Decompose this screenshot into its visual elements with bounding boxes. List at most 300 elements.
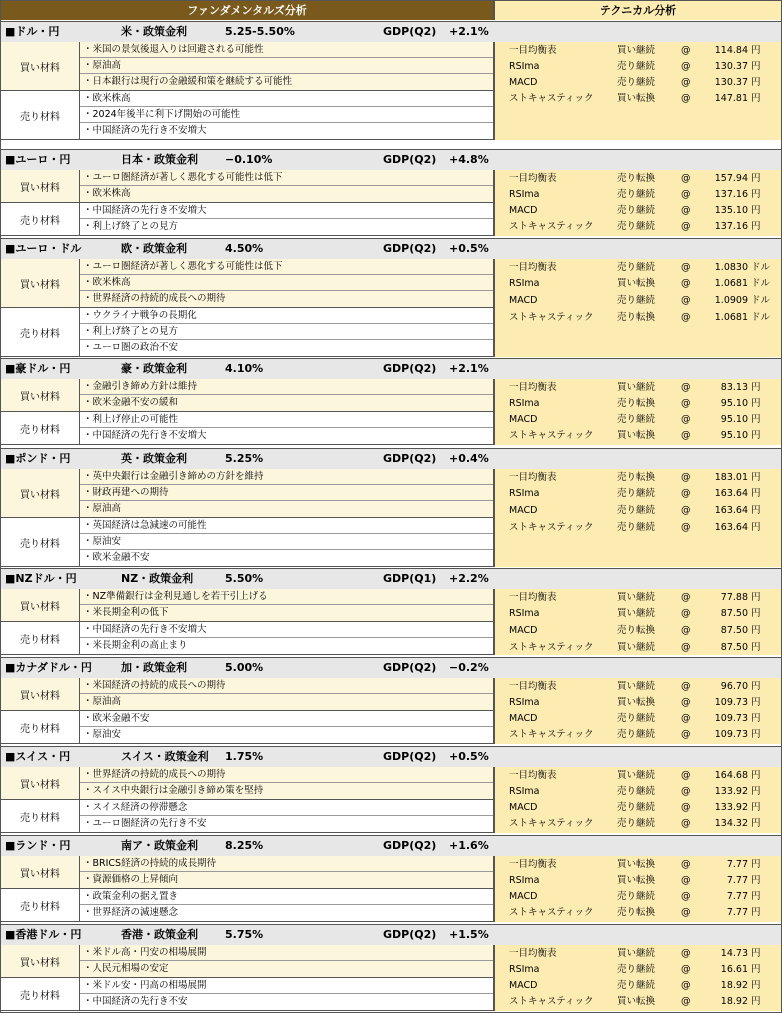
indicator-name: RSIma: [509, 608, 540, 619]
technical-section: [495, 678, 781, 744]
policy-rate-label: 米・政策金利: [121, 25, 187, 38]
buy-factors-label: 買い材料: [1, 259, 80, 307]
rate-unit: 円: [751, 430, 761, 441]
at-mark: @: [681, 398, 691, 409]
policy-rate-label: 欧・政策金利: [121, 242, 187, 255]
sell-factor-item: ・米ドル安・円高の相場展開: [80, 978, 493, 994]
block-body: [1, 856, 781, 922]
rate-unit: 円: [751, 221, 761, 232]
buy-factors-label: 買い材料: [1, 589, 80, 621]
rate-value: 77.88: [720, 592, 748, 603]
rate-unit: 円: [751, 729, 761, 740]
sell-factors-group: [1, 889, 493, 922]
currency-block: [1, 924, 781, 1011]
gdp-value: +4.8%: [449, 153, 489, 166]
rate-value: 130.37: [714, 77, 748, 88]
signal-label: 売り継続: [617, 786, 656, 797]
currency-pair-label: ■ユーロ・ドル: [5, 242, 82, 255]
rate-unit: 円: [751, 173, 761, 184]
signal-label: 売り継続: [617, 221, 656, 232]
buy-factors-label: 買い材料: [1, 767, 80, 799]
sell-factors-label: 売り材料: [1, 889, 80, 921]
signal-label: 売り継続: [617, 205, 656, 216]
technical-row: [495, 800, 781, 816]
indicator-name: MACD: [509, 802, 538, 813]
policy-rate-value: 5.50%: [225, 572, 264, 585]
indicator-name: MACD: [509, 414, 538, 425]
indicator-name: RSIma: [509, 875, 540, 886]
at-mark: @: [681, 472, 691, 483]
sell-factor-item: ・ユーロ圏の政治不安: [80, 340, 493, 356]
buy-factor-item: ・原油高: [80, 58, 493, 74]
signal-label: 売り継続: [617, 505, 656, 516]
rate-value: 1.0681: [714, 312, 748, 323]
signal-label: 売り継続: [617, 295, 656, 306]
at-mark: @: [681, 948, 691, 959]
sell-factor-item: ・ウクライナ戦争の長期化: [80, 308, 493, 324]
buy-factor-item: ・欧米株高: [80, 275, 493, 291]
currency-pair-label: ■スイス・円: [5, 750, 71, 763]
policy-rate-label: スイス・政策金利: [121, 750, 209, 763]
technical-row: [495, 606, 781, 622]
block-body: [1, 945, 781, 1011]
currency-pair-label: ■香港ドル・円: [5, 928, 82, 941]
signal-label: 買い転換: [617, 93, 656, 104]
block-title-row: [1, 835, 781, 857]
at-mark: @: [681, 729, 691, 740]
sell-factor-item: ・中国経済の先行き不安増大: [80, 622, 493, 638]
rate-value: 183.01: [714, 472, 748, 483]
gdp-value: +2.2%: [449, 572, 489, 585]
buy-factor-item: ・原油高: [80, 694, 493, 710]
block-title-row: [1, 358, 781, 380]
buy-factors-group: [1, 856, 493, 889]
signal-label: 売り継続: [617, 189, 656, 200]
policy-rate-label: NZ・政策金利: [121, 572, 194, 585]
rate-unit: 円: [751, 592, 761, 603]
indicator-name: RSIma: [509, 786, 540, 797]
rate-value: 137.16: [714, 189, 748, 200]
technical-section: [495, 767, 781, 833]
technical-row: [495, 711, 781, 727]
at-mark: @: [681, 697, 691, 708]
technical-row: [495, 203, 781, 219]
technical-row: [495, 187, 781, 203]
block-title-row: [1, 238, 781, 260]
buy-factor-item: ・スイス中央銀行は金融引き締め策を堅持: [80, 783, 493, 799]
rate-value: 109.73: [714, 729, 748, 740]
technical-row: [495, 503, 781, 519]
indicator-name: ストキャスティック: [509, 907, 594, 918]
gdp-period-label: GDP(Q2): [383, 661, 437, 674]
technical-row: [495, 816, 781, 832]
rate-value: 96.70: [720, 681, 748, 692]
gdp-period-label: GDP(Q2): [383, 362, 437, 375]
block-body: [1, 259, 781, 357]
rate-value: 7.77: [726, 859, 748, 870]
rate-value: 157.94: [714, 173, 748, 184]
block-body: [1, 767, 781, 833]
rate-unit: 円: [751, 907, 761, 918]
sell-factors-label: 売り材料: [1, 412, 80, 444]
rate-value: 95.10: [720, 414, 748, 425]
buy-factor-item: ・世界経済の持続的成長への期待: [80, 291, 493, 307]
gdp-value: +0.5%: [449, 750, 489, 763]
signal-label: 売り転換: [617, 312, 656, 323]
signal-label: 売り継続: [617, 729, 656, 740]
at-mark: @: [681, 278, 691, 289]
indicator-name: ストキャスティック: [509, 430, 594, 441]
sell-factor-item: ・中国経済の先行き不安増大: [80, 428, 493, 444]
gdp-value: +1.6%: [449, 839, 489, 852]
fundamentals-section: [1, 379, 495, 445]
indicator-name: 一目均衡表: [509, 770, 557, 781]
rate-value: 163.64: [714, 488, 748, 499]
rate-unit: 円: [751, 770, 761, 781]
buy-factors-label: 買い材料: [1, 379, 80, 411]
rate-value: 95.10: [720, 430, 748, 441]
technical-row: [495, 590, 781, 606]
buy-factors-label: 買い材料: [1, 678, 80, 710]
rate-value: 163.64: [714, 505, 748, 516]
rate-value: 134.32: [714, 818, 748, 829]
technical-row: [495, 640, 781, 656]
currency-pair-label: ■ランド・円: [5, 839, 71, 852]
buy-factors-group: [1, 259, 493, 308]
rate-value: 83.13: [720, 382, 748, 393]
block-body: [1, 469, 781, 567]
indicator-name: ストキャスティック: [509, 522, 594, 533]
signal-label: 買い転換: [617, 996, 656, 1007]
technical-row: [495, 873, 781, 889]
signal-label: 売り継続: [617, 818, 656, 829]
technical-section: [495, 469, 781, 567]
sell-factors-label: 売り材料: [1, 518, 80, 566]
currency-pair-label: ■ユーロ・円: [5, 153, 71, 166]
indicator-name: 一目均衡表: [509, 859, 557, 870]
gdp-value: +0.5%: [449, 242, 489, 255]
at-mark: @: [681, 875, 691, 886]
at-mark: @: [681, 907, 691, 918]
block-title-row: [1, 149, 781, 171]
currency-pair-label: ■豪ドル・円: [5, 362, 71, 375]
currency-block: [1, 149, 781, 236]
policy-rate-label: 日本・政策金利: [121, 153, 198, 166]
sell-factor-item: ・利上げ終了との見方: [80, 324, 493, 340]
indicator-name: RSIma: [509, 61, 540, 72]
gdp-period-label: GDP(Q2): [383, 25, 437, 38]
fundamentals-section: [1, 678, 495, 744]
rate-value: 147.81: [714, 93, 748, 104]
buy-factor-item: ・世界経済の持続的成長への期待: [80, 767, 493, 783]
rate-unit: 円: [751, 472, 761, 483]
technical-row: [495, 75, 781, 91]
technical-row: [495, 623, 781, 639]
indicator-name: RSIma: [509, 189, 540, 200]
indicator-name: 一目均衡表: [509, 681, 557, 692]
rate-value: 7.77: [726, 891, 748, 902]
rate-value: 16.61: [720, 964, 748, 975]
rate-value: 1.0830: [714, 262, 748, 273]
block-title-row: [1, 746, 781, 768]
rate-value: 87.50: [720, 625, 748, 636]
technical-row: [495, 994, 781, 1010]
at-mark: @: [681, 713, 691, 724]
signal-label: 売り継続: [617, 414, 656, 425]
policy-rate-label: 南ア・政策金利: [121, 839, 198, 852]
rate-value: 1.0909: [714, 295, 748, 306]
policy-rate-value: 5.25-5.50%: [225, 25, 295, 38]
signal-label: 買い継続: [617, 592, 656, 603]
at-mark: @: [681, 818, 691, 829]
signal-label: 売り転換: [617, 907, 656, 918]
technical-row: [495, 470, 781, 486]
fundamentals-section: [1, 170, 495, 236]
rate-unit: 円: [751, 608, 761, 619]
at-mark: @: [681, 414, 691, 425]
sell-factor-item: ・ユーロ圏経済の先行き不安: [80, 816, 493, 832]
at-mark: @: [681, 891, 691, 902]
sell-factors-group: [1, 518, 493, 567]
indicator-name: MACD: [509, 295, 538, 306]
rate-value: 114.84: [714, 45, 748, 56]
rate-unit: 円: [751, 77, 761, 88]
technical-section: [495, 589, 781, 655]
rate-unit: ドル: [751, 278, 771, 289]
sell-factor-item: ・スイス経済の停滞懸念: [80, 800, 493, 816]
technical-row: [495, 889, 781, 905]
technical-row: [495, 905, 781, 921]
indicator-name: 一目均衡表: [509, 382, 557, 393]
policy-rate-label: 英・政策金利: [121, 452, 187, 465]
currency-block: [1, 238, 781, 357]
policy-rate-value: 8.25%: [225, 839, 264, 852]
buy-factor-item: ・日本銀行は現行の金融緩和策を継続する可能性: [80, 74, 493, 90]
rate-unit: 円: [751, 948, 761, 959]
sell-factor-item: ・英国経済は急減速の可能性: [80, 518, 493, 534]
indicator-name: 一目均衡表: [509, 948, 557, 959]
buy-factors-group: [1, 945, 493, 978]
signal-label: 買い継続: [617, 642, 656, 653]
sell-factor-item: ・世界経済の減速懸念: [80, 905, 493, 921]
signal-label: 買い継続: [617, 770, 656, 781]
currency-pair-label: ■ドル・円: [5, 25, 60, 38]
buy-factor-item: ・BRICS経済の持続的成長期待: [80, 856, 493, 872]
currency-block: [1, 746, 781, 833]
policy-rate-value: −0.10%: [225, 153, 273, 166]
rate-unit: 円: [751, 488, 761, 499]
technical-row: [495, 293, 781, 309]
at-mark: @: [681, 505, 691, 516]
sell-factors-label: 売り材料: [1, 308, 80, 356]
rate-value: 109.73: [714, 697, 748, 708]
signal-label: 買い継続: [617, 382, 656, 393]
at-mark: @: [681, 430, 691, 441]
technical-row: [495, 520, 781, 536]
at-mark: @: [681, 964, 691, 975]
indicator-name: ストキャスティック: [509, 729, 594, 740]
rate-value: 1.0681: [714, 278, 748, 289]
technical-row: [495, 276, 781, 292]
technical-row: [495, 380, 781, 396]
signal-label: 買い転換: [617, 430, 656, 441]
signal-label: 買い転換: [617, 697, 656, 708]
buy-factors-label: 買い材料: [1, 945, 80, 977]
buy-factors-group: [1, 379, 493, 412]
buy-factors-group: [1, 678, 493, 711]
at-mark: @: [681, 382, 691, 393]
indicator-name: MACD: [509, 891, 538, 902]
rate-unit: ドル: [751, 262, 771, 273]
signal-label: 売り継続: [617, 713, 656, 724]
technical-row: [495, 679, 781, 695]
gdp-period-label: GDP(Q2): [383, 452, 437, 465]
sell-factors-group: [1, 203, 493, 236]
at-mark: @: [681, 295, 691, 306]
rate-unit: 円: [751, 414, 761, 425]
buy-factor-item: ・米国経済の持続的成長への期待: [80, 678, 493, 694]
technical-row: [495, 962, 781, 978]
fundamentals-section: [1, 259, 495, 357]
fundamentals-section: [1, 945, 495, 1011]
sell-factors-label: 売り材料: [1, 711, 80, 743]
at-mark: @: [681, 592, 691, 603]
indicator-name: 一目均衡表: [509, 262, 557, 273]
sell-factors-label: 売り材料: [1, 203, 80, 235]
technical-section: [495, 259, 781, 357]
indicator-name: ストキャスティック: [509, 642, 594, 653]
buy-factors-label: 買い材料: [1, 469, 80, 517]
technical-row: [495, 59, 781, 75]
technical-row: [495, 784, 781, 800]
buy-factors-group: [1, 170, 493, 203]
sell-factor-item: ・原油安: [80, 534, 493, 550]
block-body: [1, 678, 781, 744]
technical-row: [495, 768, 781, 784]
indicator-name: RSIma: [509, 278, 540, 289]
signal-label: 買い転換: [617, 875, 656, 886]
technical-header: テクニカル分析: [495, 1, 781, 20]
sell-factors-group: [1, 800, 493, 833]
policy-rate-value: 1.75%: [225, 750, 264, 763]
at-mark: @: [681, 173, 691, 184]
signal-label: 売り転換: [617, 472, 656, 483]
sell-factors-group: [1, 91, 493, 140]
rate-value: 7.77: [726, 875, 748, 886]
at-mark: @: [681, 996, 691, 1007]
signal-label: 買い転換: [617, 859, 656, 870]
currency-pair-label: ■カナダドル・円: [5, 661, 92, 674]
technical-row: [495, 43, 781, 59]
at-mark: @: [681, 625, 691, 636]
gdp-value: −0.2%: [449, 661, 489, 674]
rate-unit: 円: [751, 681, 761, 692]
policy-rate-label: 香港・政策金利: [121, 928, 198, 941]
at-mark: @: [681, 93, 691, 104]
fundamentals-section: [1, 469, 495, 567]
buy-factor-item: ・NZ準備銀行は金利見通しを若干引上げる: [80, 589, 493, 605]
technical-row: [495, 396, 781, 412]
sell-factor-item: ・欧米株高: [80, 91, 493, 107]
block-title-row: [1, 657, 781, 679]
at-mark: @: [681, 859, 691, 870]
gdp-period-label: GDP(Q2): [383, 839, 437, 852]
rate-unit: ドル: [751, 312, 771, 323]
signal-label: 売り継続: [617, 262, 656, 273]
buy-factor-item: ・金融引き締め方針は維持: [80, 379, 493, 395]
at-mark: @: [681, 608, 691, 619]
rate-value: 130.37: [714, 61, 748, 72]
sell-factor-item: ・利上げ停止の可能性: [80, 412, 493, 428]
sell-factor-item: ・2024年後半に利下げ開始の可能性: [80, 107, 493, 123]
rate-unit: 円: [751, 891, 761, 902]
currency-block: [1, 835, 781, 922]
gdp-period-label: GDP(Q2): [383, 928, 437, 941]
technical-row: [495, 857, 781, 873]
policy-rate-label: 加・政策金利: [121, 661, 187, 674]
technical-row: [495, 695, 781, 711]
sell-factors-label: 売り材料: [1, 978, 80, 1010]
indicator-name: ストキャスティック: [509, 818, 594, 829]
technical-section: [495, 42, 781, 140]
rate-value: 133.92: [714, 786, 748, 797]
gdp-value: +2.1%: [449, 25, 489, 38]
rate-value: 163.64: [714, 522, 748, 533]
indicator-name: 一目均衡表: [509, 472, 557, 483]
currency-block: [1, 568, 781, 655]
signal-label: 売り転換: [617, 625, 656, 636]
rate-unit: 円: [751, 505, 761, 516]
buy-factors-group: [1, 767, 493, 800]
rate-unit: 円: [751, 980, 761, 991]
indicator-name: MACD: [509, 713, 538, 724]
buy-factor-item: ・人民元相場の安定: [80, 961, 493, 977]
fundamentals-section: [1, 42, 495, 140]
block-body: [1, 589, 781, 655]
policy-rate-value: 4.10%: [225, 362, 264, 375]
rate-value: 7.77: [726, 907, 748, 918]
gdp-period-label: GDP(Q2): [383, 750, 437, 763]
at-mark: @: [681, 205, 691, 216]
technical-row: [495, 412, 781, 428]
technical-row: [495, 171, 781, 187]
signal-label: 売り継続: [617, 802, 656, 813]
rate-unit: 円: [751, 625, 761, 636]
currency-block: [1, 21, 781, 140]
gdp-period-label: GDP(Q1): [383, 572, 437, 585]
sell-factors-label: 売り材料: [1, 800, 80, 832]
at-mark: @: [681, 770, 691, 781]
rate-unit: 円: [751, 398, 761, 409]
rate-unit: 円: [751, 642, 761, 653]
gdp-period-label: GDP(Q2): [383, 153, 437, 166]
signal-label: 買い継続: [617, 45, 656, 56]
signal-label: 売り継続: [617, 522, 656, 533]
rate-unit: 円: [751, 382, 761, 393]
gdp-value: +0.4%: [449, 452, 489, 465]
indicator-name: RSIma: [509, 964, 540, 975]
rate-unit: 円: [751, 189, 761, 200]
indicator-name: MACD: [509, 505, 538, 516]
rate-value: 18.92: [720, 996, 748, 1007]
at-mark: @: [681, 189, 691, 200]
block-body: [1, 379, 781, 445]
sell-factor-item: ・利上げ終了との見方: [80, 219, 493, 235]
signal-label: 買い継続: [617, 608, 656, 619]
at-mark: @: [681, 61, 691, 72]
block-title-row: [1, 924, 781, 946]
technical-row: [495, 727, 781, 743]
